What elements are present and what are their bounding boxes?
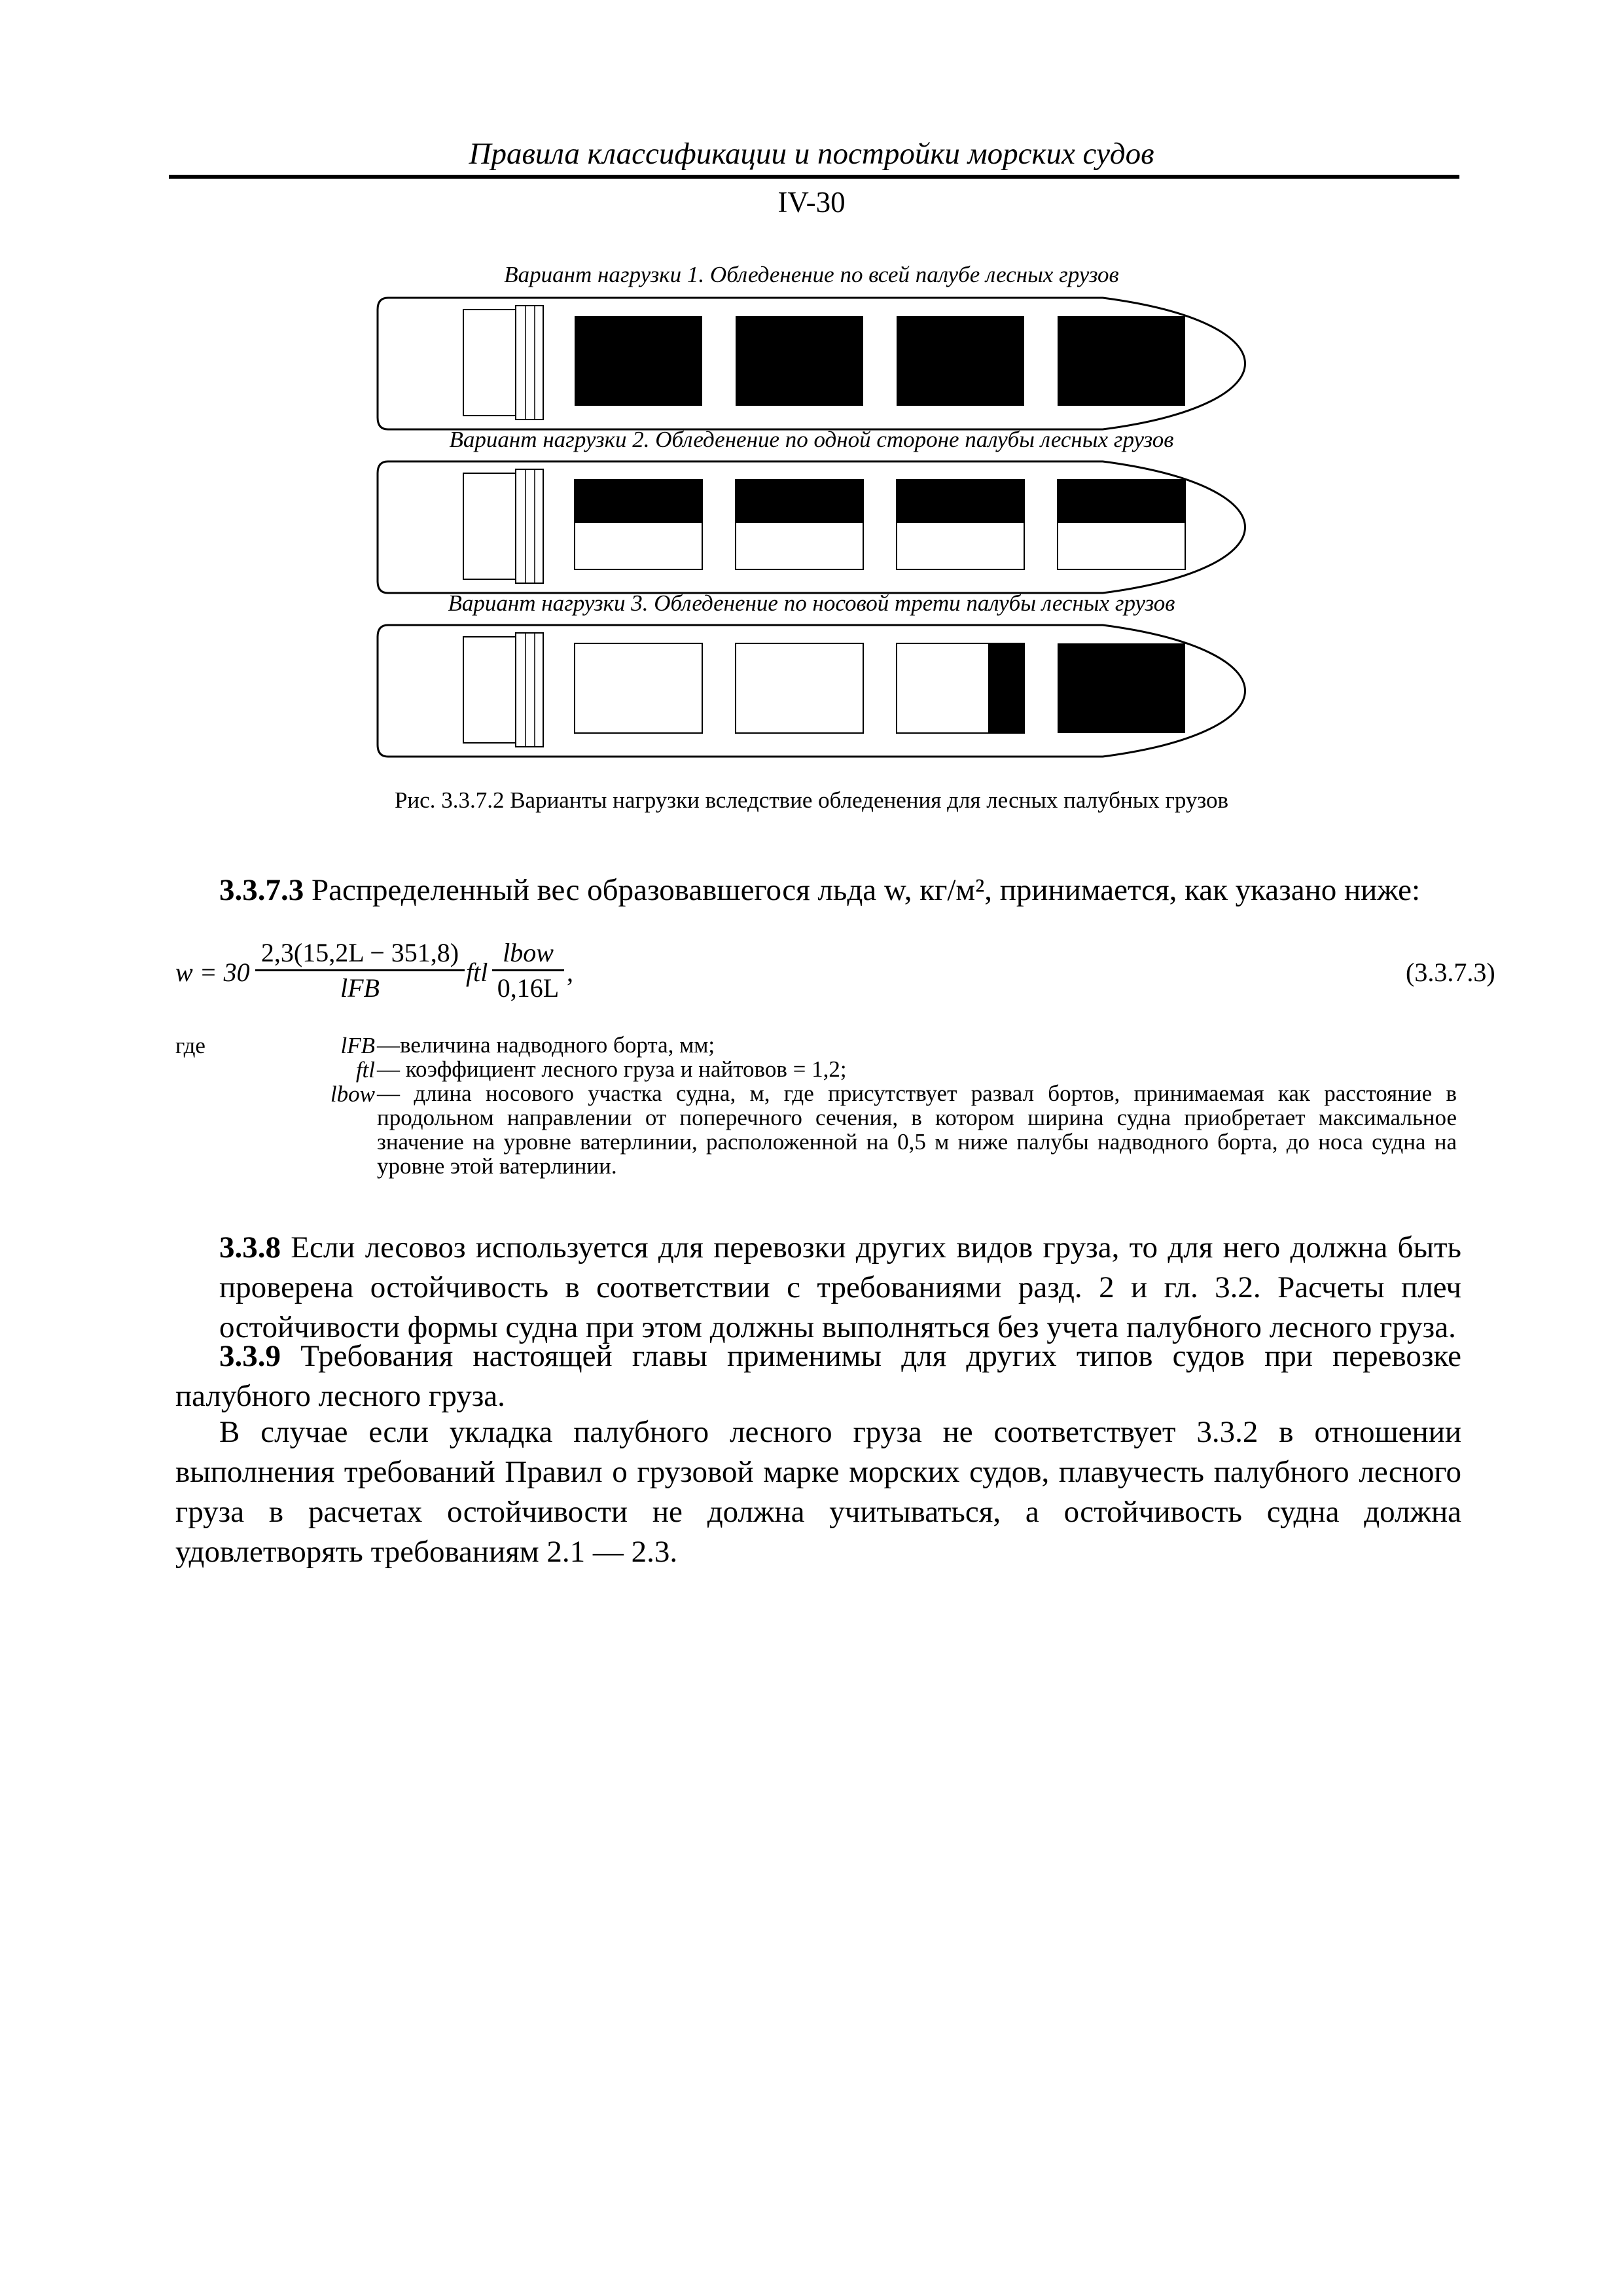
deckhouse-frame bbox=[516, 306, 543, 420]
iced-cargo-block bbox=[1058, 316, 1185, 406]
aft-hatch bbox=[463, 637, 516, 743]
variant-caption: Вариант нагрузки 3. Обледенение по носовой трети палубы лесных грузов bbox=[448, 590, 1175, 616]
running-header: Правила классификации и постройки морских судов bbox=[469, 137, 1154, 171]
section-3-3-9 bbox=[175, 1336, 1461, 1416]
formula-factor: ftl bbox=[466, 958, 488, 987]
section-3-3-8 bbox=[219, 1228, 1461, 1348]
deckhouse-frame-inner bbox=[526, 633, 535, 747]
section-number: 3.3.7.3 bbox=[219, 873, 304, 907]
iced-cargo-block bbox=[575, 316, 702, 406]
definition-symbol: ftl bbox=[355, 1057, 375, 1083]
iced-half bbox=[897, 480, 1024, 523]
ship-diagram-variant-2 bbox=[376, 460, 1274, 594]
formula-lhs: w = 30 bbox=[175, 958, 250, 987]
definition-text: —величина надводного борта, мм; bbox=[377, 1032, 715, 1058]
iced-half bbox=[1058, 480, 1185, 523]
section-3-3-7-3 bbox=[219, 870, 1461, 910]
cargo-block bbox=[575, 643, 702, 733]
fraction-bar bbox=[492, 969, 564, 971]
iced-part bbox=[988, 643, 1024, 733]
formula-fraction-2 bbox=[492, 937, 564, 1003]
page-number: IV-30 bbox=[777, 186, 846, 219]
formula-denominator-2: 0,16L bbox=[497, 973, 560, 1003]
definition-symbol: lbow bbox=[330, 1081, 375, 1107]
section-number: 3.3.9 bbox=[219, 1339, 281, 1373]
section-text: Распределенный вес образовавшегося льда w, кг/м², принимается, как указано ниже: bbox=[304, 873, 1421, 907]
ship-diagram-variant-3 bbox=[376, 624, 1274, 758]
iced-half bbox=[575, 480, 702, 523]
deckhouse-frame bbox=[516, 633, 543, 747]
deckhouse-frame-inner bbox=[526, 306, 535, 420]
section-text: Требования настоящей главы применимы для других типов судов при перевозке палубного лесного груза. bbox=[175, 1339, 1461, 1413]
formula-numerator-2: lbow bbox=[503, 938, 554, 967]
header-rule bbox=[169, 175, 1459, 179]
figure-caption: Рис. 3.3.7.2 Варианты нагрузки вследствие обледенения для лесных палубных грузов bbox=[394, 787, 1229, 813]
formula-trail: , bbox=[567, 958, 573, 987]
ship-diagram-variant-1 bbox=[376, 296, 1274, 431]
cargo-block bbox=[736, 643, 863, 733]
definition-symbol: lFB bbox=[340, 1033, 375, 1058]
iced-half bbox=[736, 480, 863, 523]
deckhouse-frame-inner bbox=[526, 469, 535, 583]
deckhouse-frame bbox=[516, 469, 543, 583]
formula-fraction-1 bbox=[255, 937, 465, 1003]
aft-hatch bbox=[463, 473, 516, 579]
iced-cargo-block bbox=[1058, 643, 1185, 733]
definition-text: — коэффициент лесного груза и найтовов = 1,2; bbox=[377, 1056, 847, 1082]
iced-cargo-block bbox=[897, 316, 1024, 406]
where-label: где bbox=[175, 1033, 205, 1058]
section-text: Если лесовоз используется для перевозки других видов груза, то для него должна быть проверена остойчивость в соответствии с требованиями разд. 2 и гл. 3.2. Расчеты плеч остойчивости формы судна при этом должны выполняться без учета палубного лесного груза. bbox=[219, 1230, 1461, 1344]
formula-denominator: lFB bbox=[340, 973, 380, 1003]
paragraph-final: В случае если укладка палубного лесного груза не соответствует 3.3.2 в отношении выполнения требований Правил о грузовой марке морских судов, плавучесть палубного лесного груза в расчетах остойчивости не должна учитываться, а остойчивость судна должна удовлетворять требованиям 2.1 — 2.3. bbox=[175, 1415, 1461, 1569]
formula-number: (3.3.7.3) bbox=[1406, 958, 1495, 987]
definition-text: — длина носового участка судна, м, где присутствует развал бортов, принимаемая как расстояние в продольном направлении от поперечного сечения, в котором ширина судна приобретает максимальное значение на уровне ватерлинии, расположенной на 0,5 м ниже палубы надводного борта, до носа судна на уровне этой ватерлинии. bbox=[377, 1081, 1457, 1179]
formula-numerator: 2,3(15,2L − 351,8) bbox=[260, 938, 459, 967]
fraction-bar bbox=[255, 969, 465, 971]
section-number: 3.3.8 bbox=[219, 1230, 281, 1265]
aft-hatch bbox=[463, 310, 516, 416]
variant-caption: Вариант нагрузки 2. Обледенение по одной стороне палубы лесных грузов bbox=[449, 427, 1174, 452]
variant-caption: Вариант нагрузки 1. Обледенение по всей палубе лесных грузов bbox=[504, 262, 1119, 287]
iced-cargo-block bbox=[736, 316, 863, 406]
